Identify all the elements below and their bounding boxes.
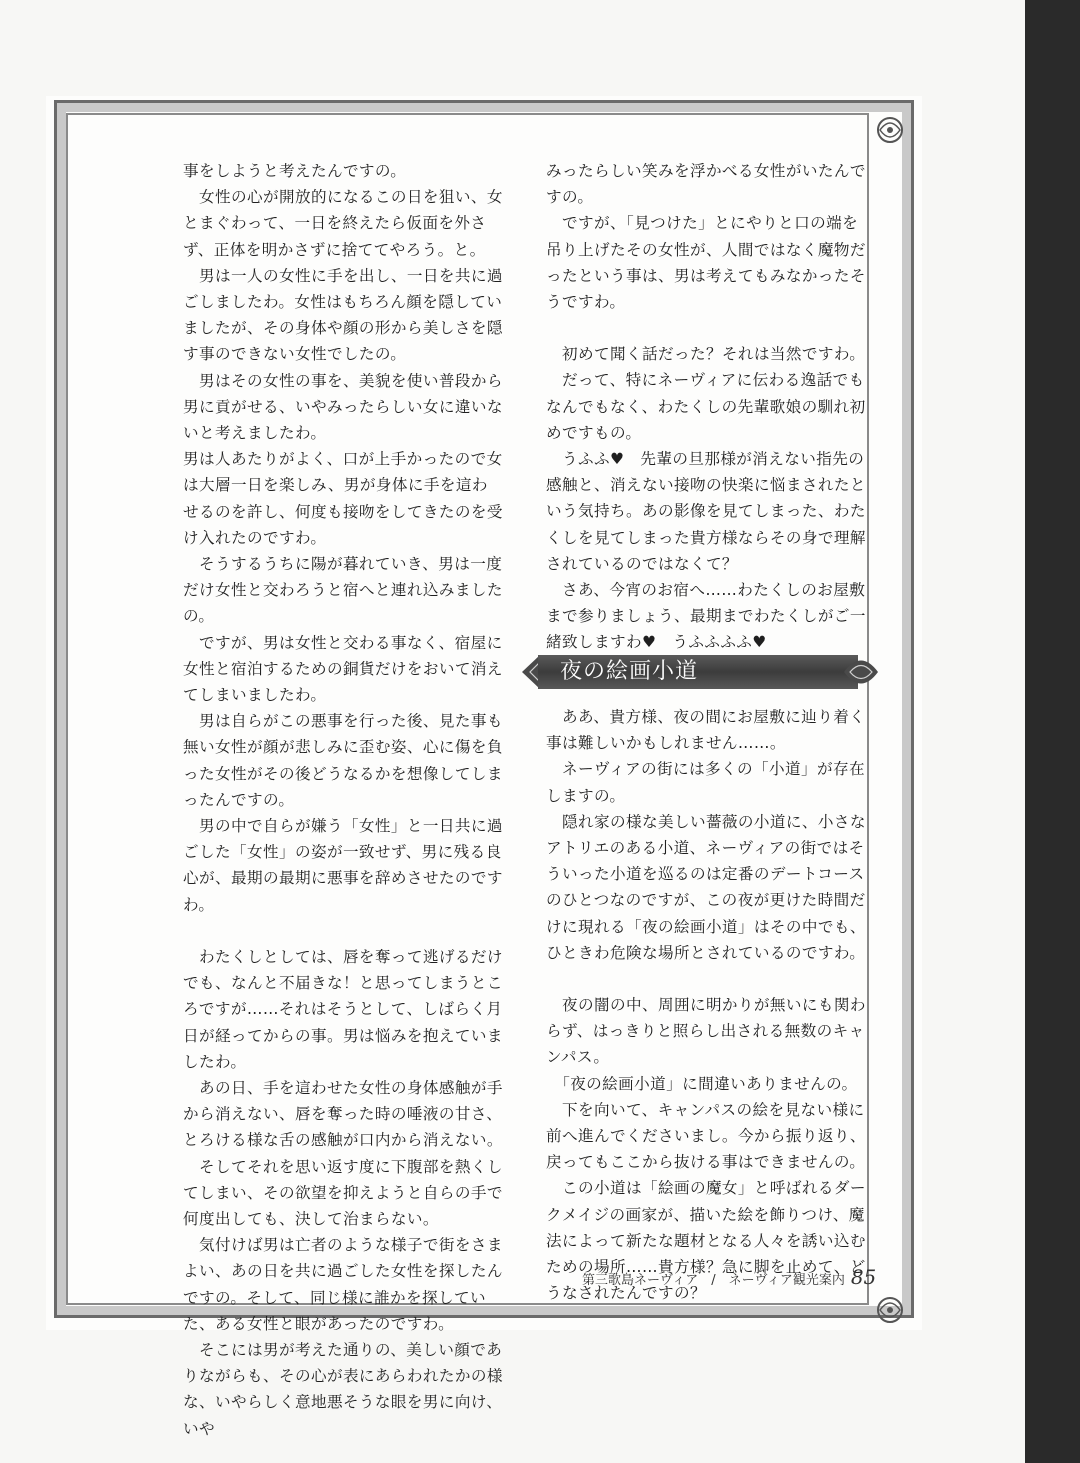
paragraph-spacer <box>546 315 866 341</box>
right-text-column-top <box>546 158 866 656</box>
section-title: 夜の絵画小道 <box>560 659 699 684</box>
paragraph: さあ、今宵のお宿へ……わたくしのお屋敷まで参りましょう、最期までわたくしがご一緒致しますわ♥ うふふふふ♥ <box>546 581 866 652</box>
paragraph: ああ、貴方様、夜の間にお屋敷に辿り着く事は難しいかもしれません……。 <box>546 708 866 753</box>
paragraph: ですが、男は女性と交わる事なく、宿屋に女性と宿泊するための銅貨だけをおいて消えてしまいましたわ。 <box>183 633 503 705</box>
background-dark-edge <box>1025 0 1080 1463</box>
paragraph: みったらしい笑みを浮かべる女性がいたんですの。 <box>546 162 866 207</box>
paragraph: うふふ♥ 先輩の旦那様が消えない指先の感触と、消えない接吻の快楽に悩まされたという気持ち。あの影像を見てしまった、わたくしを見てしまった貴方様ならその身で理解されているのではなくて？ <box>546 450 866 573</box>
paragraph: 「夜の絵画小道」に間違いありませんの。 <box>546 1074 858 1093</box>
paragraph: 男はその女性の事を、美貌を使い普段から男に貢がせる、いやみったらしい女に違いないと考えましたわ。 <box>183 371 503 443</box>
paragraph: そこには男が考えた通りの、美しい顔でありながらも、その心が表にあらわれたかの様な、いやらしく意地悪そうな眼を男に向け、いや <box>183 1340 503 1438</box>
paragraph-spacer <box>546 966 866 992</box>
paragraph: 男は一人の女性に手を出し、一日を共に過ごしましたわ。女性はもちろん顔を隠していましたが、その身体や顔の形から美しさを隠す事のできない女性でしたの。 <box>183 266 503 364</box>
paragraph: 男は自らがこの悪事を行った後、見た事も無い女性が顔が悲しみに歪む姿、心に傷を負った女性がその後どうなるかを想像してしまったんですの。 <box>183 712 503 809</box>
paragraph: 女性の心が開放的になるこの日を狙い、女とまぐわって、一日を終えたら仮面を外さず、正体を明かさずに捨ててやろう。と。 <box>183 188 503 259</box>
paragraph: ですが、「見つけた」とにやりと口の端を吊り上げたその女性が、人間ではなく魔物だったという事は、男は考えてもみなかったそうですわ。 <box>546 214 866 312</box>
paragraph: 気付けば男は亡者のような様子で街をさまよい、あの日を共に過ごした女性を探したんですの。そして、同じ様に誰かを探していた、ある女性と眼があったのですわ。 <box>183 1236 503 1333</box>
paragraph: 隠れ家の様な美しい薔薇の小道に、小さなアトリエのある小道、ネーヴィアの街ではそういった小道を巡るのは定番のデートコースのひとつなのですが、この夜が更けた時間だけに現れる「夜の絵画小道」はその中でも、ひときわ危険な場所とされているのですわ。 <box>546 812 866 962</box>
paragraph: 初めて聞く話だった？それは当然ですわ。 <box>546 345 866 364</box>
paragraph: そうするうちに陽が暮れていき、男は一度だけ女性と交わろうと宿へと連れ込みましたの。 <box>183 555 503 626</box>
paragraph: 夜の闇の中、周囲に明かりが無いにも関わらず、はっきりと照らし出される無数のキャンパス。 <box>546 996 866 1067</box>
paragraph: この小道は「絵画の魔女」と呼ばれるダークメイジの画家が、描いた絵を飾りつけ、魔法によって新たな題材となる人々を誘い込むための場所……貴方様？急に脚を止めて、どうなされたんですの？ <box>546 1179 866 1303</box>
page-number: 85 <box>850 1265 877 1289</box>
page-footer <box>582 1265 882 1289</box>
left-text-column <box>183 158 503 1442</box>
paragraph: 下を向いて、キャンパスの絵を見ない様に前へ進んでくださいまし。今から振り返り、戻ってもここから抜ける事はできませんの。 <box>546 1100 866 1172</box>
paragraph: そしてそれを思い返す度に下腹部を熱くしてしまい、その欲望を抑えようと自らの手で何度出しても、決して治まらない。 <box>183 1157 503 1228</box>
paragraph: 男は人あたりがよく、口が上手かったので女は大層一日を楽しみ、男が身体に手を這わせるのを許し、何度も接吻をしてきたのを受け入れたのですわ。 <box>183 450 503 547</box>
corner-ornament-icon <box>872 112 908 148</box>
section-heading <box>520 653 880 691</box>
paragraph: だって、特にネーヴィアに伝わる逸話でもなんでもなく、わたくしの先輩歌娘の馴れ初めですもの。 <box>546 371 866 442</box>
footer-text: 第三歌島ネーヴィア / ネーヴィア観光案内 <box>582 1273 845 1288</box>
paragraph-spacer <box>183 918 503 944</box>
paragraph: わたくしとしては、唇を奪って逃げるだけでも、なんと不届きな！と思ってしまうところですが……それはそうとして、しばらく月日が経ってからの事。男は悩みを抱えていましたわ。 <box>183 947 503 1071</box>
paragraph: 事をしようと考えたんですの。 <box>183 162 407 180</box>
right-text-column-bottom <box>546 704 866 1306</box>
heading-right-ornament-icon <box>842 653 880 691</box>
corner-ornament-icon <box>872 1292 908 1328</box>
paragraph: ネーヴィアの街には多くの「小道」が存在しますの。 <box>546 760 865 805</box>
paragraph: あの日、手を這わせた女性の身体感触が手から消えない、唇を奪った時の唾液の甘さ、とろける様な舌の感触が口内から消えない。 <box>183 1078 503 1150</box>
paragraph: 男の中で自らが嫌う「女性」と一日共に過ごした「女性」の姿が一致せず、男に残る良心が、最期の最期に悪事を辞めさせたのですわ。 <box>183 817 503 914</box>
